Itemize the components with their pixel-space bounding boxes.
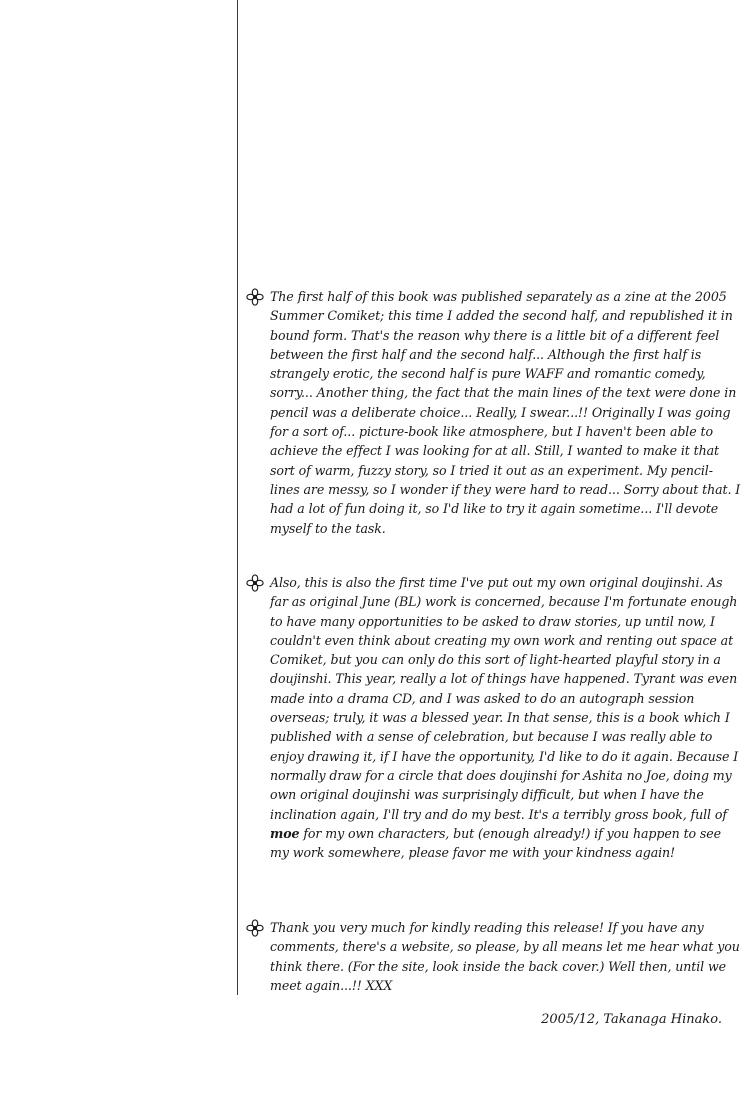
signature: 2005/12, Takanaga Hinako. xyxy=(541,1012,722,1027)
margin-rule xyxy=(237,0,238,995)
flower-icon xyxy=(246,574,264,592)
note-text-part-1: Also, this is also the first time I've put out my own original doujinshi. As far as original June (BL) work is concerned, because I'm fortunate enough to have many opportunities to be asked to draw stories, up until now, I couldn't even think about creating my own work and renting out space at Comiket, but you can only do this sort of light-hearted playful story in a doujinshi. This year, really a lot of things have happened. Tyrant was even made into a drama CD, and I was asked to do an autograph session overseas; truly, it was a blessed year. In that sense, this is a book which I published with a sense of celebration, but because I was really able to enjoy drawing it, if I have the opportunity, I'd like to do it again. Because I normally draw for a circle that does doujinshi for Ashita no Joe, doing my own original doujinshi was surprisingly difficult, but when I have the inclination again, I'll try and do my best. It's a terribly gross book, full of xyxy=(270,575,739,822)
afterword-note-2 xyxy=(246,573,742,862)
flower-icon xyxy=(246,919,264,937)
note-text-part-2: for my own characters, but (enough already!) if you happen to see my work somewhere, please favor me with your kindness again! xyxy=(270,825,721,861)
emphasis-word: moe xyxy=(270,825,300,841)
note-text: Thank you very much for kindly reading this release! If you have any comments, there's a website, so please, by all means let me hear what you think there. (For the site, look inside the back cover.) Well then, until we meet again...!! XXX xyxy=(270,920,740,993)
afterword-note-1 xyxy=(246,287,742,538)
flower-icon xyxy=(246,288,264,306)
afterword-note-3 xyxy=(246,918,742,995)
note-text xyxy=(246,573,742,862)
note-text: The first half of this book was published separately as a zine at the 2005 Summer Comiket; this time I added the second half, and republished it in bound form. That's the reason why there is a little bit of a different feel between the first half and the second half... Although the first half is strangely erotic, the second half is pure WAFF and romantic comedy, sorry... Another thing, the fact that the main lines of the text were done in pencil was a deliberate choice... Really, I swear...!! Originally I was going for a sort of... picture-book like atmosphere, but I haven't been able to achieve the effect I was looking for at all. Still, I wanted to make it that sort of warm, fuzzy story, so I tried it out as an experiment. My pencil-lines are messy, so I wonder if they were hard to read... Sorry about that. I had a lot of fun doing it, so I'd like to try it again sometime... I'll devote myself to the task. xyxy=(270,289,741,536)
